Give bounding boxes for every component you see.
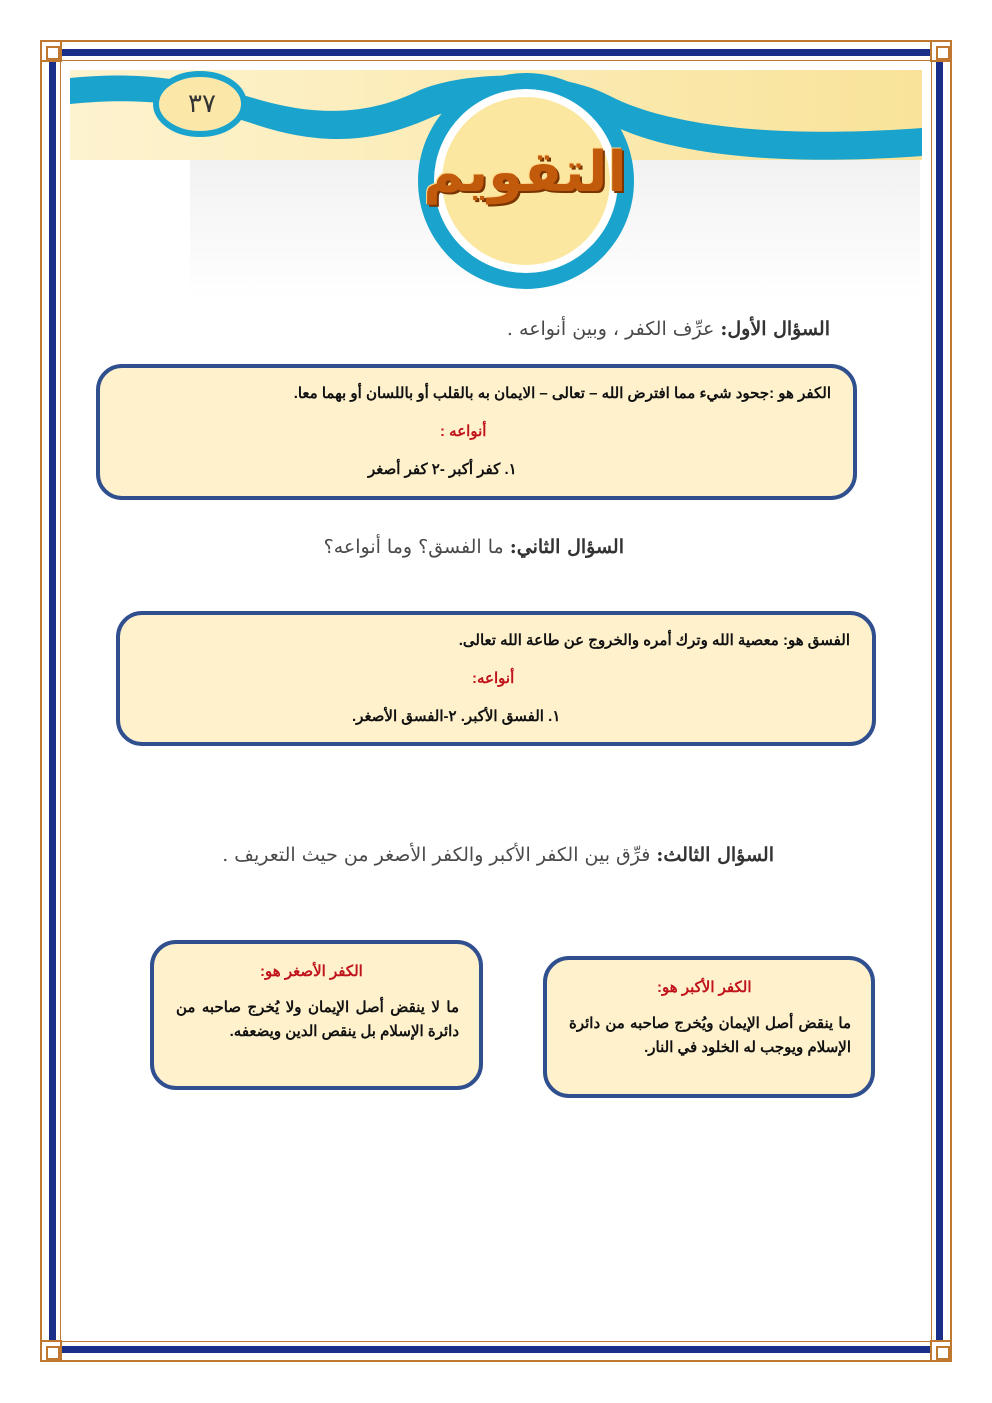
answer-2-box — [116, 611, 876, 746]
major-kufr-text: ما ينقض أصل الإيمان ويُخرج صاحبه من دائرة الإسلام ويوجب له الخلود في النار. — [569, 1015, 851, 1056]
answer-1-types: ١. كفر أكبر -٢ كفر أصغر — [368, 461, 517, 478]
question-3-label: السؤال الثالث: — [656, 844, 774, 866]
question-2 — [324, 536, 624, 558]
minor-kufr-box — [150, 940, 483, 1090]
answer-1-types-label: أنواعه : — [440, 423, 487, 440]
major-kufr-box — [543, 956, 875, 1098]
answer-2-types-label: أنواعه: — [472, 670, 515, 687]
answer-2-definition: الفسق هو: معصية الله وترك أمره والخروج عن طاعة الله تعالى. — [458, 632, 850, 649]
question-1-label: السؤال الأول: — [720, 318, 830, 340]
page-title: التقويم — [423, 140, 627, 205]
answer-1-definition: الكفر هو :جحود شيء مما افترض الله – تعالى – الايمان به بالقلب أو باللسان أو بهما معا. — [293, 385, 831, 402]
minor-kufr-heading: الكفر الأصغر هو: — [260, 963, 363, 980]
question-2-label: السؤال الثاني: — [509, 536, 624, 558]
answer-1-box — [96, 364, 857, 500]
question-2-text: ما الفسق؟ وما أنواعه؟ — [323, 536, 504, 558]
major-kufr-heading: الكفر الأكبر هو: — [657, 979, 752, 996]
page-number: ٣٧ — [188, 89, 216, 119]
question-3-text: فرِّق بين الكفر الأكبر والكفر الأصغر من حيث التعريف . — [222, 844, 651, 866]
corner-ornament-bottom-right — [930, 1340, 952, 1362]
question-1-text: عرِّف الكفر ، وبين أنواعه . — [506, 318, 715, 340]
corner-ornament-bottom-left — [40, 1340, 62, 1362]
answer-2-types: ١. الفسق الأكبر. ٢-الفسق الأصغر. — [352, 708, 561, 725]
question-1 — [507, 318, 830, 340]
question-3 — [222, 844, 774, 866]
minor-kufr-text: ما لا ينقض أصل الإيمان ولا يُخرج صاحبه من دائرة الإسلام بل ينقص الدين ويضعفه. — [176, 999, 459, 1040]
